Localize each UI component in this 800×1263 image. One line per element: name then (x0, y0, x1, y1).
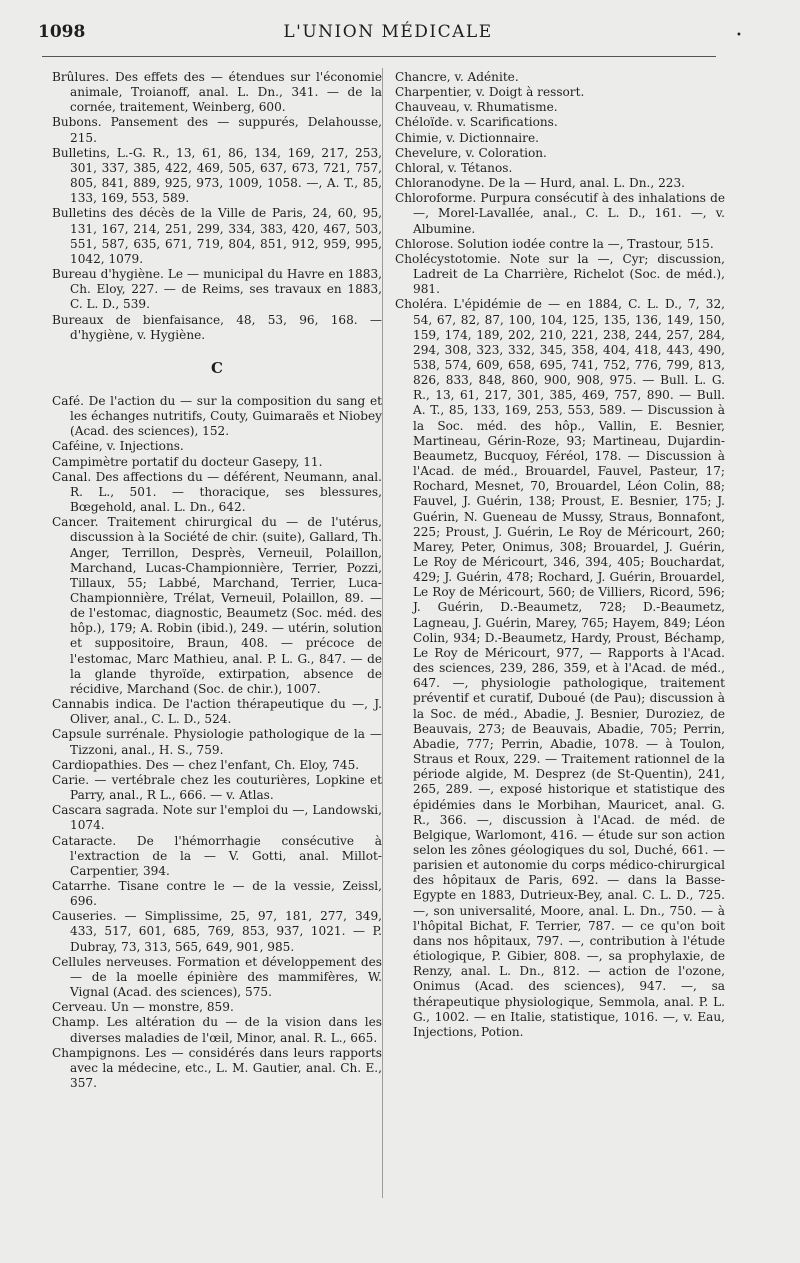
index-entry: Cancer. Traitement chirurgical du — de l'utérus, discussion à la Société de chir. (suite), Gallard, Th. Anger, Terrillon, Desprès, Verneuil, Polaillon, Marchand, Lucas-Championnière, Terrier, Pozzi, Tillaux, 55; Labbé, Marchand, Terrier, Luca-Championnière, Trélat, Verneuil, Polaillon, 89. — de l'estomac, diagnostic, Beaumetz (Soc. méd. des hôp.), 179; A. Robin (ibid.), 249. — utérin, solution et suppositoire, Braun, 408. — précoce de l'estomac, Marc Mathieu, anal. P. L. G., 847. — de la glande thyroïde, extirpation, absence de récidive, Marchand (Soc. de chir.), 1007. (52, 515, 382, 696)
section-letter: C (211, 358, 223, 377)
left-entries-a (52, 70, 382, 343)
header-dot: • (736, 30, 742, 41)
index-entry: Chéloïde. v. Scarifications. (395, 115, 558, 130)
index-entry: Chauveau, v. Rhumatisme. (395, 100, 558, 115)
index-entry: Chloranodyne. De la — Hurd, anal. L. Dn., 223. (395, 176, 685, 191)
index-entry: Catarrhe. Tisane contre le — de la vessie, Zeissl, 696. (52, 878, 382, 909)
index-entry: Canal. Des affections du — déférent, Neumann, anal. R. L., 501. — thoracique, ses blessures, Bœgehold, anal. L. Dn., 642. (52, 469, 382, 515)
left-entries-b (52, 394, 382, 1091)
index-entry: Cataracte. De l'hémorrhagie consécutive à l'extraction de la — V. Gotti, anal. Millot-Carpentier, 394. (52, 833, 382, 878)
left-column (52, 70, 382, 1091)
index-entry: Chloroforme. Purpura consécutif à des inhalations de —, Morel-Lavallée, anal., C. L. D., 161. —, v. Albumine. (395, 191, 725, 236)
index-entry: Causeries. — Simplissime, 25, 97, 181, 277, 349, 433, 517, 601, 685, 769, 853, 937, 1021. — P. Dubray, 73, 313, 565, 649, 901, 985. (52, 909, 382, 954)
header-title: L'UNION MÉDICALE (283, 22, 493, 42)
index-entry: Bureau d'hygiène. Le — municipal du Havre en 1883, Ch. Eloy, 227. — de Reims, ses travaux en 1883, C. L. D., 539. (52, 267, 382, 312)
index-entry: Cardiopathies. Des — chez l'enfant, Ch. Eloy, 745. (52, 757, 360, 772)
index-entry: Chevelure, v. Coloration. (395, 145, 547, 160)
index-entry: Choléra. L'épidémie de — en 1884, C. L. D., 7, 32, 54, 67, 82, 87, 100, 104, 125, 135, 136, 149, 150, 159, 174, 189, 202, 210, 221, 238, 244, 257, 284, 294, 308, 323, 332, 345, 358, 404, 418, 443, 490, 538, 574, 609, 658, 695, 741, 752, 776, 799, 813, 826, 833, 848, 860, 900, 908, 975. — Bull. L. G. R., 13, 61, 217, 301, 385, 469, 757, 890. — Bull. A. T., 85, 133, 169, 253, 553, 589. — Discussion à la Soc. méd. des hôp., Vallin, E. Besnier, Martineau, Gérin-Roze, 93; Martineau, Dujardin-Beaumetz, Bucquoy, Féréol, 178. — Discussion à l'Acad. de méd., Brouardel, Fauvel, Pasteur, 17; Rochard, Mesnet, 70, Brouardel, Léon Colin, 88; Fauvel, J. Guérin, 138; Proust, E. Besnier, 175; J. Guérin, N. Gueneau de Mussy, Straus, Bonnafont, 225; Proust, J. Guérin, Le Roy de Méricourt, 260; Marey, Peter, Onimus, 308; Brouardel, J. Guérin, Le Roy de Méricourt, 346, 394, 405; Bouchardat, 429; J. Guérin, 478; Rochard, J. Guérin, Brouardel, Le Roy de Méricourt, 560; de Villiers, Ricord, 596; J. Guérin, D.-Beaumetz, 728; D.-Beaumetz, Lagneau, J. Guérin, Marey, 765; Hayem, 849; Léon Colin, 934; D.-Beaumetz, Hardy, Proust, Béchamp, Le Roy de Méricourt, 977, — Rapports à l'Acad. des sciences, 239, 286, 359, et à l'Acad. de méd., 647. —, physiologie pathologique, traitement préventif et curatif, Duboué (de Pau); discussion à la Soc. de méd., Abadie, J. Besnier, Duroziez, de Beauvais, 273; de Beauvais, Abadie, 705; Perrin, Abadie, 777; Perrin, Abadie, 1078. — à Toulon, Straus et Roux, 229. — Traitement rationnel de la période algide, M. Desprez (de St-Quentin), 241, 265, 289. —, exposé historique et statistique des épidémies dans le Morbihan, Mauricet, anal. G. R., 366. —, discussion à l'Acad. de méd. de Belgique, Warlomont, 416. — étude sur son action selon les zônes géologiques du sol, Duché, 661. — parisien et autonomie du corps médico-chirurgical des hôpitaux de Paris, 692. — dans la Basse-Egypte en 1883, Dutrieux-Bey, anal. C. L. D., 725. —, son universalité, Moore, anal. L. Dn., 750. — à l'hôpital Bichat, F. Terrier, 787. — ce qu'on boit dans nos hôpitaux, 797. —, contribution à l'étude étiologique, P. Gibier, 808. —, sa prophylaxie, de Renzy, anal. L. Dn., 812. — action de l'ozone, Onimus (Acad. des sciences), 947. —, sa thérapeutique physiologique, Semmola, anal. P. L. G., 1002. — en Italie, statistique, 1016. —, v. Eau, Injections, Potion. (395, 297, 725, 1039)
index-entry: Cascara sagrada. Note sur l'emploi du —, Landowski, 1074. (52, 803, 382, 833)
index-entry: Brûlures. Des effets des — étendues sur l'économie animale, Troianoff, anal. L. Dn., 341. — de la cornée, traitement, Weinberg, 600. (52, 70, 382, 115)
column-divider (382, 68, 383, 1198)
running-head (38, 22, 738, 50)
index-entry: Charpentier, v. Doigt à ressort. (395, 85, 585, 100)
index-entry: Capsule surrénale. Physiologie pathologique de la — Tizzoni, anal., H. S., 759. (52, 727, 382, 757)
index-entry: Champ. Les altération du — de la vision dans les diverses maladies de l'œil, Minor, anal. R. L., 665. (52, 1015, 382, 1045)
index-entry: Chimie, v. Dictionnaire. (395, 130, 539, 145)
index-entry: Cholécystotomie. Note sur la —, Cyr; discussion, Ladreit de La Charrière, Richelot (Soc. de méd.), 981. (395, 251, 725, 297)
index-entry: Café. De l'action du — sur la composition du sang et les échanges nutritifs, Couty, Guimaraës et Niobey (Acad. des sciences), 152. (52, 393, 382, 439)
index-entry: Bubons. Pansement des — suppurés, Delahousse, 215. (52, 115, 382, 145)
index-entry: Cellules nerveuses. Formation et développement des — de la moelle épinière des mammifères, W. Vignal (Acad. des sciences), 575. (52, 954, 382, 1000)
index-entry: Champignons. Les — considérés dans leurs rapports avec la médecine, etc., L. M. Gautier, anal. Ch. E., 357. (52, 1045, 382, 1090)
index-entry: Carie. — vertébrale chez les couturières, Lopkine et Parry, anal., R L., 666. — v. Atlas. (52, 772, 382, 803)
index-entry: Bulletins, L.-G. R., 13, 61, 86, 134, 169, 217, 253, 301, 337, 385, 422, 469, 505, 637, 673, 721, 757, 805, 841, 889, 925, 973, 1009, 1058. —, A. T., 85, 133, 169, 553, 589. (52, 145, 382, 206)
header-rule (42, 56, 716, 57)
index-entry: Bureaux de bienfaisance, 48, 53, 96, 168. — d'hygiène, v. Hygiène. (52, 312, 382, 342)
right-column (395, 70, 725, 1040)
index-entry: Bulletins des décès de la Ville de Paris, 24, 60, 95, 131, 167, 214, 251, 299, 334, 383, 420, 467, 503, 551, 587, 635, 671, 719, 804, 851, 912, 959, 995, 1042, 1079. (52, 206, 382, 266)
index-entry: Chancre, v. Adénite. (395, 70, 519, 84)
index-entry: Caféine, v. Injections. (52, 439, 184, 454)
index-entry: Cannabis indica. De l'action thérapeutique du —, J. Oliver, anal., C. L. D., 524. (52, 697, 382, 727)
index-entry: Chlorose. Solution iodée contre la —, Trastour, 515. (395, 236, 714, 251)
page-number: 1098 (38, 22, 86, 42)
index-entry: Chloral, v. Tétanos. (395, 160, 513, 175)
index-entry: Campimètre portatif du docteur Gasepy, 11. (52, 454, 323, 469)
index-entry: Cerveau. Un — monstre, 859. (52, 1000, 234, 1015)
